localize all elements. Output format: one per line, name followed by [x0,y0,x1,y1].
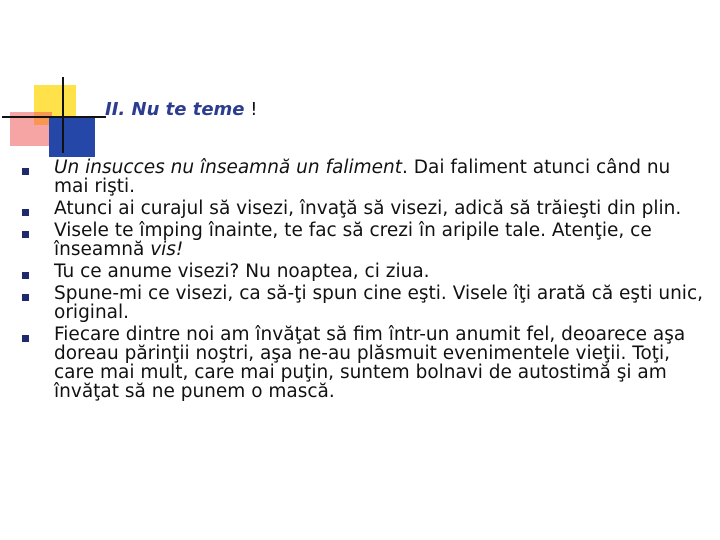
bullet-square-icon [22,168,29,175]
slide-title-punctuation: ! [244,99,258,120]
decor-horizontal-line [2,116,106,118]
slide-title-text: II. Nu te teme [105,99,245,120]
bullet-square-icon [22,272,29,279]
bullet-text: Atunci ai curajul să visezi, învaţă să visezi, adică să trăieşti din plin. [54,198,682,219]
slide-title [105,99,257,120]
bullet-list [54,158,704,404]
bullet-item [54,284,704,322]
bullet-square-icon [22,231,29,238]
bullet-square-icon [22,209,29,216]
bullet-text: . Dai faliment atunci când nu mai rişti. [54,157,671,197]
bullet-text: Fiecare dintre noi am învăţat să fim într-un anumit fel, deoarece aşa doreau părinţii noştri, aşa ne-au plăsmuit evenimentele vieţii. Toţi, care mai mult, care mai puţin, suntem bolnavi de autostimă şi am învăţat să ne punem o mască. [54,324,686,402]
bullet-square-icon [22,294,29,301]
decor-vertical-line [62,77,64,153]
bullet-item [54,262,704,281]
bullet-square-icon [22,335,29,342]
bullet-text: Spune-mi ce visezi, ca să-ţi spun cine eşti. Visele îţi arată că eşti unic, original. [54,283,703,323]
bullet-item [54,158,704,196]
bullet-item [54,221,704,259]
bullet-item [54,199,704,218]
bullet-italic-text: vis! [150,239,184,260]
decor-blue-square [49,117,95,157]
bullet-text: Tu ce anume visezi? Nu noaptea, ci ziua. [54,261,430,282]
bullet-italic-text: Un insucces nu înseamnă un faliment [54,157,402,178]
bullet-item [54,325,704,401]
bullet-text: Visele te împing înainte, te fac să crezi în aripile tale. Atenţie, ce înseamnă [54,220,652,260]
